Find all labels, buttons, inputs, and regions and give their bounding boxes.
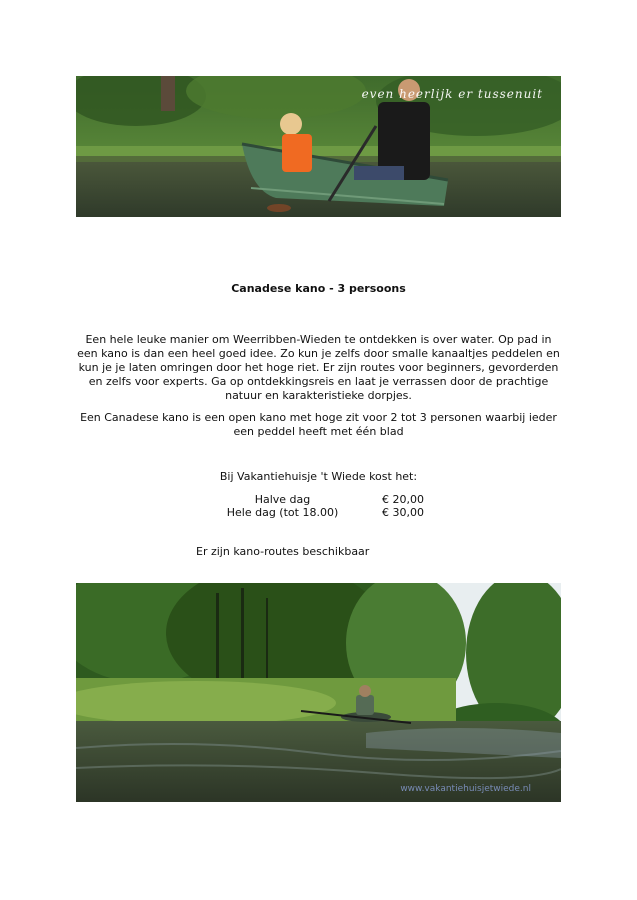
page-title: Canadese kano - 3 persoons [231,282,406,295]
intro-paragraph: Een hele leuke manier om Weerribben-Wieden te ontdekken is over water. Op pad in een kano is dan een heel goed idee. Zo kun je zelfs door smalle kanaaltjes peddelen en kun je je laten omringen door het hoge riet. Er zijn routes voor beginners, gevorderden en zelfs voor experts. Ga op ontdekkingsreis en laat je verrassen door de prachtige natuur en karakteristieke dorpjes. [77,333,560,402]
header-photo-canoe [76,76,561,217]
watermark: www.vakantiehuisjetwiede.nl [400,784,531,794]
price-value: € 20,00 [382,493,424,506]
price-label: Hele dag (tot 18.00) [226,506,339,519]
canoe-description: Een Canadese kano is een open kano met hoge zit voor 2 tot 3 personen waarbij ieder een peddel heeft met één blad [80,411,557,438]
price-intro: Bij Vakantiehuisje 't Wiede kost het: [219,470,418,483]
price-label: Halve dag [254,493,311,506]
routes-note: Er zijn kano-routes beschikbaar [196,545,370,558]
price-value: € 30,00 [382,506,424,519]
header-tagline: even heerlijk er tussenuit [361,87,543,101]
footer-photo-river [76,583,561,802]
